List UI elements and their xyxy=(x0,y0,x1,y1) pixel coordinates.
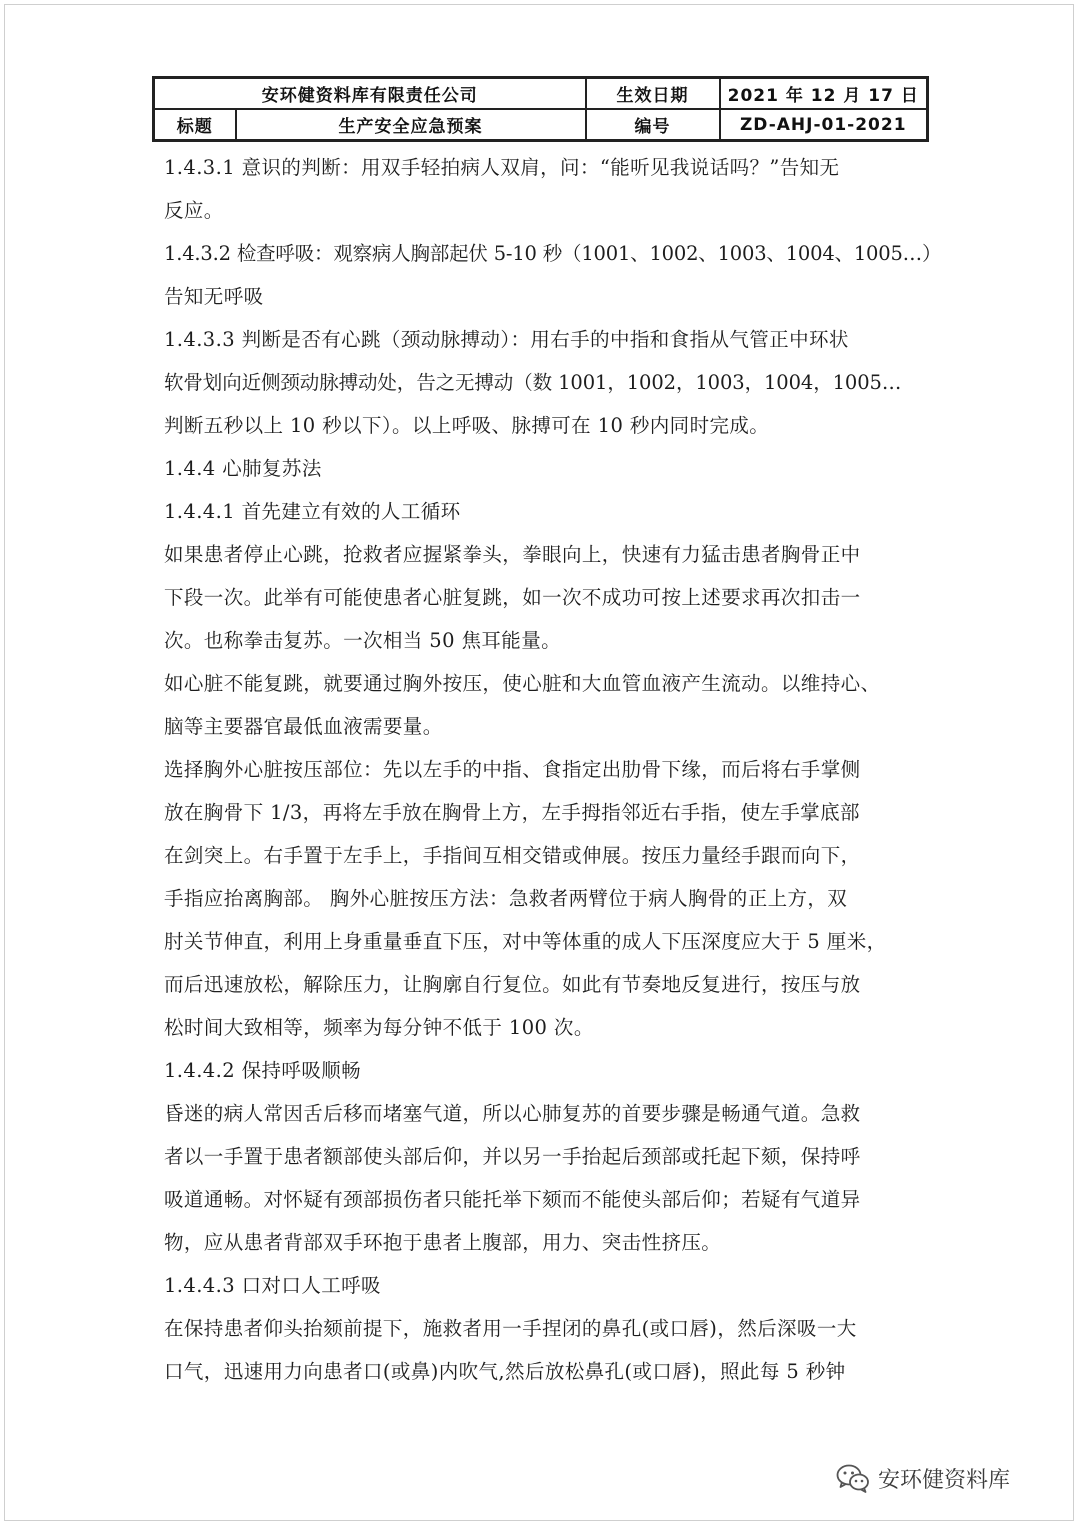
document-header-table xyxy=(152,76,929,142)
effective-date-value: 2021 年 12 月 17 日 xyxy=(720,78,928,110)
text-line: 脑等主要器官最低血液需要量。 xyxy=(164,715,443,738)
text-line: 告知无呼吸 xyxy=(164,285,264,308)
text-line: 如果患者停止心跳，抢救者应握紧拳头，拳眼向上，快速有力猛击患者胸骨正中 xyxy=(164,543,861,566)
text-line: 1.4.3.2 检查呼吸：观察病人胸部起伏 5-10 秒（1001、1002、1003、1004、1005…） xyxy=(164,242,942,265)
company-name: 安环健资料库有限责任公司 xyxy=(154,78,586,110)
title-label: 标题 xyxy=(154,109,236,141)
text-line: 昏迷的病人常因舌后移而堵塞气道，所以心肺复苏的首要步骤是畅通气道。急救 xyxy=(164,1102,861,1125)
effective-date-label: 生效日期 xyxy=(586,78,720,110)
header-row-1 xyxy=(154,78,928,110)
code-label: 编号 xyxy=(586,109,720,141)
text-line: 在保持患者仰头抬颏前提下，施救者用一手捏闭的鼻孔(或口唇)，然后深吸一大 xyxy=(164,1317,857,1340)
text-line: 肘关节伸直，利用上身重量垂直下压，对中等体重的成人下压深度应大于 5 厘米， xyxy=(164,930,887,953)
wechat-icon xyxy=(836,1463,870,1493)
text-line: 选择胸外心脏按压部位：先以左手的中指、食指定出肋骨下缘，而后将右手掌侧 xyxy=(164,758,861,781)
text-line: 1.4.3.3 判断是否有心跳（颈动脉搏动）：用右手的中指和食指从气管正中环状 xyxy=(164,328,849,351)
text-line: 口气，迅速用力向患者口(或鼻)内吹气,然后放松鼻孔(或口唇)，照此每 5 秒钟 xyxy=(164,1360,846,1383)
watermark-text: 安环健资料库 xyxy=(878,1467,1011,1493)
header-row-2 xyxy=(154,109,928,141)
text-line: 判断五秒以上 10 秒以下）。以上呼吸、脉搏可在 10 秒内同时完成。 xyxy=(164,414,770,437)
document-code: ZD-AHJ-01-2021 xyxy=(720,109,928,141)
section-heading: 1.4.4.1 首先建立有效的人工循环 xyxy=(164,500,461,523)
text-line: 反应。 xyxy=(164,199,224,222)
text-line: 软骨划向近侧颈动脉搏动处，告之无搏动（数 1001，1002，1003，1004，1005… xyxy=(164,371,902,394)
text-line: 而后迅速放松，解除压力，让胸廓自行复位。如此有节奏地反复进行，按压与放 xyxy=(164,973,861,996)
text-line: 物，应从患者背部双手环抱于患者上腹部，用力、突击性挤压。 xyxy=(164,1231,722,1254)
section-heading: 1.4.4.2 保持呼吸顺畅 xyxy=(164,1059,362,1082)
text-line: 者以一手置于患者额部使头部后仰，并以另一手抬起后颈部或托起下颏，保持呼 xyxy=(164,1145,861,1168)
section-heading: 1.4.4 心肺复苏法 xyxy=(164,457,322,480)
document-title: 生产安全应急预案 xyxy=(236,109,586,141)
text-line: 在剑突上。右手置于左手上，手指间互相交错或伸展。按压力量经手跟而向下， xyxy=(164,844,861,867)
text-line: 松时间大致相等，频率为每分钟不低于 100 次。 xyxy=(164,1016,594,1039)
wechat-watermark xyxy=(836,1458,1010,1498)
text-line: 吸道通畅。对怀疑有颈部损伤者只能托举下颏而不能使头部后仰；若疑有气道异 xyxy=(164,1188,861,1211)
text-line: 如心脏不能复跳，就要通过胸外按压，使心脏和大血管血液产生流动。以维持心、 xyxy=(164,672,881,695)
text-line: 1.4.3.1 意识的判断：用双手轻拍病人双肩，问：“能听见我说话吗？”告知无 xyxy=(164,156,840,179)
section-heading: 1.4.4.3 口对口人工呼吸 xyxy=(164,1274,381,1297)
text-line: 放在胸骨下 1/3，再将左手放在胸骨上方，左手拇指邻近右手指，使左手掌底部 xyxy=(164,801,860,824)
document-body xyxy=(164,146,942,1393)
text-line: 次。也称拳击复苏。一次相当 50 焦耳能量。 xyxy=(164,629,562,652)
text-line: 下段一次。此举有可能使患者心脏复跳，如一次不成功可按上述要求再次扣击一 xyxy=(164,586,861,609)
text-line: 手指应抬离胸部。 胸外心脏按压方法：急救者两臂位于病人胸骨的正上方，双 xyxy=(164,887,848,910)
